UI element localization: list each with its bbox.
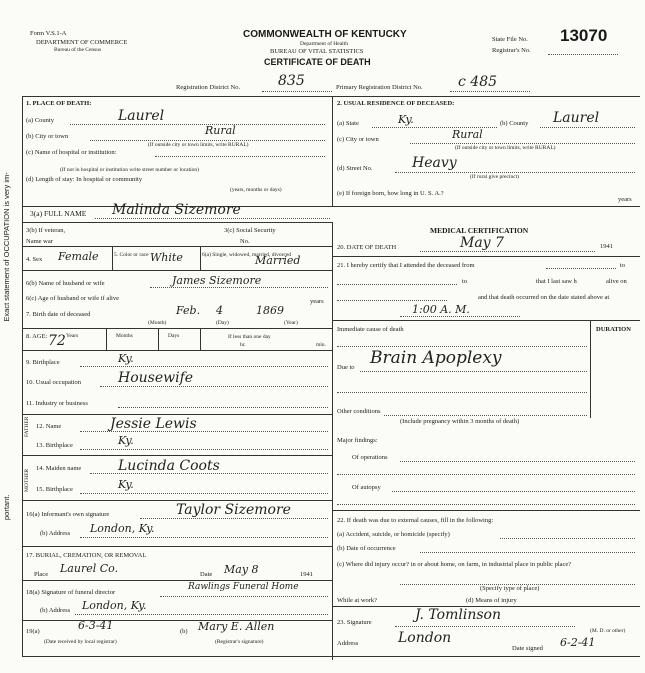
informant-sig-label: 16(a) Informant's own signature: [26, 511, 110, 518]
res-street-hint: (If rural give precinct): [470, 174, 520, 180]
death-city-value: Rural: [205, 124, 236, 137]
husband-age-unit: years: [310, 298, 324, 305]
marital-label: 6(a) Single, widowed, married, divorced: [202, 252, 292, 258]
injury-b-label: (b) Date of occurrence: [337, 545, 396, 552]
burial-date-label: Date: [200, 571, 213, 578]
full-name-value: Malinda Sizemore: [112, 202, 241, 218]
state-file-number: 13070: [560, 26, 608, 45]
sex-label: 4. Sex: [26, 256, 43, 263]
duration-label: DURATION: [596, 326, 631, 333]
ss-no-label: No.: [240, 238, 250, 245]
death-year-value: 1941: [600, 243, 613, 250]
age-min-hint: min.: [316, 342, 326, 348]
injury-c-label: (c) Where did injury occur? in or about home, on farm, in industrial place in public place?: [337, 561, 572, 568]
director-address-label: (b) Address: [40, 607, 71, 614]
pregnancy-hint: (Include pregnancy within 3 months of death): [400, 418, 520, 425]
father-birthplace-value: Ky.: [118, 434, 134, 447]
birth-year-hint: (Year): [284, 320, 298, 326]
death-date-label: 20. DATE OF DEATH: [337, 244, 397, 251]
informant-address-label: (b) Address: [40, 530, 71, 537]
signer-address-label: Address: [337, 640, 359, 647]
age-days-hint: Days: [168, 333, 180, 339]
birth-year: 1869: [256, 304, 284, 317]
color-label: 5. Color or race: [114, 252, 149, 258]
primary-district-no: c 485: [458, 74, 498, 90]
rec-date-value: 6-3-41: [78, 619, 114, 632]
signer-address-value: London: [398, 630, 452, 646]
birth-day-hint: (Day): [216, 320, 229, 326]
registrar-label: (b): [180, 628, 188, 635]
birth-date-label: 7. Birth date of deceased: [26, 311, 91, 318]
registrar-no-label: Registrar's No.: [492, 47, 531, 54]
mother-tag: MOTHER: [24, 468, 30, 492]
occupation-value: Housewife: [118, 370, 194, 386]
director-value: Rawlings Funeral Home: [188, 582, 299, 592]
while-at-work-label: While at work?: [337, 597, 378, 604]
burial-year-value: 1941: [300, 571, 313, 578]
age-hr-hint: hr.: [240, 342, 246, 348]
father-name-label: 12. Name: [36, 423, 62, 430]
age-lt-day-hint: If less than one day: [228, 334, 271, 340]
color-value: White: [150, 251, 183, 264]
birth-month-hint: (Month): [148, 320, 167, 326]
bureau-census: Bureau of the Census: [54, 47, 102, 53]
alive-on-label: alive on: [606, 278, 627, 285]
res-state-value: Ky.: [398, 113, 414, 126]
hospital-hint: (If not in hospital or institution write street number or location): [60, 167, 199, 173]
signature-value: J. Tomlinson: [415, 607, 501, 623]
signature-label: 23. Signature: [337, 619, 372, 626]
death-county-label: (a) County: [26, 117, 54, 124]
means-label: (d) Means of injury: [466, 597, 517, 604]
father-tag: FATHER: [24, 416, 30, 437]
last-saw-label: that I last saw h: [536, 278, 577, 285]
husband-label: 6(b) Name of husband or wife: [26, 280, 105, 287]
primary-district-label: Primary Registration District No.: [336, 84, 423, 91]
age-months-hint: Months: [116, 333, 133, 339]
burial-date-value: May 8: [224, 563, 259, 576]
other-conditions-label: Other conditions: [337, 408, 381, 415]
registrar-hint: (Registrar's signature): [215, 639, 264, 645]
rec-hint: (Date received by local registrar): [44, 639, 117, 645]
reg-district-no: 835: [278, 73, 305, 89]
sex-value: Female: [58, 250, 99, 263]
res-state-label: (a) State: [337, 120, 359, 127]
death-time-value: 1:00 A. M.: [412, 303, 470, 316]
age-value: 72: [48, 333, 66, 349]
date-signed-label: Date signed: [512, 645, 543, 652]
res-street-value: Heavy: [412, 155, 457, 171]
immediate-label: Immediate cause of death: [337, 326, 404, 333]
father-birthplace-label: 13. Birthplace: [36, 442, 73, 449]
department: DEPARTMENT OF COMMERCE: [36, 39, 128, 46]
father-name-value: Jessie Lewis: [110, 416, 197, 432]
autopsy-label: Of autopsy: [352, 484, 381, 491]
death-occurred-label: and that death occurred on the date stated above at: [478, 294, 610, 301]
death-city-label: (b) City or town: [26, 133, 69, 140]
war-label: Name war: [26, 238, 53, 245]
death-date-value: May 7: [460, 235, 504, 251]
res-city-hint: (If outside city or town limits, write RURAL): [455, 145, 556, 151]
operations-label: Of operations: [352, 454, 388, 461]
md-hint: (M. D. or other): [590, 628, 626, 634]
res-street-label: (d) Street No.: [337, 165, 373, 172]
foreign-label: (e) If foreign born, how long in U. S. A.?: [337, 190, 444, 197]
husband-age-label: 6(c) Age of husband or wife if alive: [26, 295, 119, 302]
marital-value: Married: [255, 254, 301, 267]
res-city-value: Rural: [452, 128, 483, 141]
commonwealth-title: COMMONWEALTH OF KENTUCKY: [243, 29, 407, 40]
age-years-hint: Years: [66, 333, 79, 339]
birth-month: Feb.: [176, 304, 201, 317]
injury-c-hint: (Specify type of place): [480, 585, 540, 592]
mother-name-label: 14. Maiden name: [36, 465, 82, 472]
burial-place-value: Laurel Co.: [60, 562, 119, 575]
injury-a-label: (a) Accident, suicide, or homicide (specify): [337, 531, 450, 538]
director-address-value: London, Ky.: [82, 599, 147, 612]
form-id: Form V.S.1-A: [30, 30, 67, 37]
attended-label: 21. I hereby certify that I attended the deceased from: [337, 262, 475, 269]
burial-label: 17. BURIAL, CREMATION, OR REMOVAL: [26, 552, 147, 559]
age-label: 8. AGE:: [26, 333, 48, 340]
stay-hint: (years, months or days): [230, 187, 282, 193]
birthplace-label: 9. Birthplace: [26, 359, 60, 366]
date-signed-value: 6-2-41: [560, 636, 596, 649]
occupation-label: 10. Usual occupation: [26, 379, 82, 386]
major-findings-label: Major findings:: [337, 437, 378, 444]
injury-label: 22. If death was due to external causes, fill in the following:: [337, 517, 494, 524]
stay-label: (d) Length of stay: In hospital or community: [26, 176, 143, 183]
dept-health: Department of Health: [300, 41, 348, 47]
attended-to-2: to: [462, 278, 468, 285]
mother-birthplace-label: 15. Birthplace: [36, 486, 73, 493]
birth-day: 4: [216, 304, 223, 317]
side-note: portant. Exact statement of OCCUPATION is very im-: [2, 172, 11, 520]
death-city-hint: (If outside city or town limits, write RURAL): [148, 142, 249, 148]
birthplace-value: Ky.: [118, 352, 134, 365]
res-county-value: Laurel: [553, 110, 600, 126]
certificate-title: CERTIFICATE OF DEATH: [264, 57, 371, 67]
mother-birthplace-value: Ky.: [118, 478, 134, 491]
medical-header: MEDICAL CERTIFICATION: [430, 226, 529, 235]
res-city-label: (c) City or town: [337, 136, 379, 143]
industry-label: 11. Industry or business: [26, 400, 88, 407]
veteran-label: 3(b) If veteran,: [26, 227, 66, 234]
state-file-label: State File No.: [492, 36, 528, 43]
cause-value: Brain Apoplexy: [370, 348, 502, 368]
res-county-label: (b) County: [500, 120, 529, 127]
due-to-label: Due to: [337, 364, 355, 371]
husband-value: James Sizemore: [172, 274, 262, 287]
director-label: 18(a) Signature of funeral director: [26, 589, 116, 596]
residence-label: 2. USUAL RESIDENCE OF DECEASED:: [337, 100, 455, 107]
hospital-label: (c) Name of hospital or institution:: [26, 149, 117, 156]
reg-district-label: Registration District No.: [176, 84, 241, 91]
death-county-value: Laurel: [118, 108, 165, 124]
informant-sig-value: Taylor Sizemore: [176, 502, 291, 518]
registrar-value: Mary E. Allen: [198, 620, 275, 633]
foreign-years: years: [618, 196, 632, 203]
mother-name-value: Lucinda Coots: [118, 458, 220, 474]
place-of-death-label: 1. PLACE OF DEATH:: [26, 100, 92, 107]
burial-place-label: Place: [34, 571, 49, 578]
bureau-vital: BUREAU OF VITAL STATISTICS: [270, 48, 364, 55]
attended-to-label: to: [620, 262, 626, 269]
informant-address-value: London, Ky.: [90, 522, 155, 535]
ss-label: 3(c) Social Security: [224, 227, 276, 234]
rec-label: 19(a): [26, 628, 40, 635]
full-name-label: 3(a) FULL NAME: [30, 209, 87, 218]
